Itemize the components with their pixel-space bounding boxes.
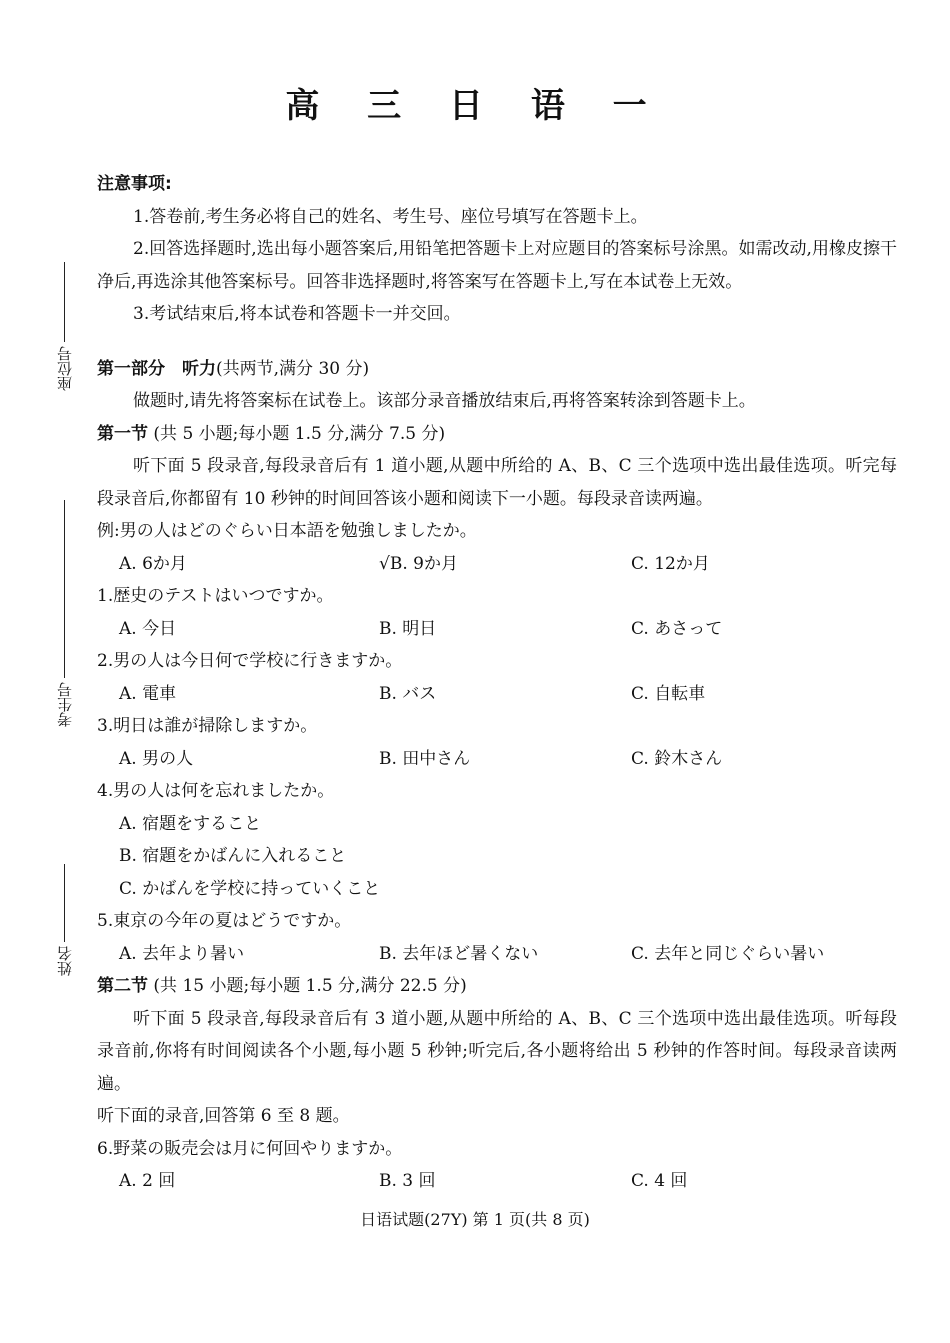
question-4: 4.男の人は何を忘れましたか。 (97, 781, 335, 801)
question-5-options (97, 938, 897, 971)
option-b: B. 去年ほど暑くない (379, 943, 539, 964)
question-1-options (97, 613, 897, 646)
seat-number-label: 座位号 (55, 346, 74, 391)
section1-note: (共 5 小题;每小题 1.5 分,满分 7.5 分) (153, 423, 446, 444)
note-item: 3.考试结束后,将本试卷和答题卡一并交回。 (133, 304, 461, 324)
question-6: 6.野菜の販売会は月に何回やりますか。 (97, 1138, 403, 1159)
section2-heading (97, 970, 897, 1003)
option-b: √B. 9か月 (379, 553, 458, 574)
seat-number-field (52, 262, 76, 391)
part1-note: (共两节,满分 30 分) (216, 358, 370, 379)
exam-number-field (52, 500, 76, 727)
option-a: A. 宿題をすること (119, 813, 262, 834)
section2-sub-instruction: 听下面的录音,回答第 6 至 8 题。 (97, 1106, 350, 1126)
question-3-options (97, 743, 897, 776)
question-6-options (97, 1165, 897, 1198)
section2-instruction: 听下面 5 段录音,每段录音后有 3 道小题,从题中所给的 A、B、C 三个选项中选出最佳选项。听每段录音前,你将有时间阅读各个小题,每小题 5 秒钟;听完后,各小题将给出 5 秒钟的作答时间。每段录音读两遍。 (97, 1008, 897, 1094)
option-b: B. バス (379, 683, 437, 704)
option-c: C. 鈴木さん (631, 748, 723, 769)
example-question: 例:男の人はどのぐらい日本語を勉強しましたか。 (97, 521, 477, 541)
section2-title: 第二节 (97, 976, 148, 996)
option-b: B. 明日 (379, 618, 437, 639)
example-options (97, 548, 897, 581)
option-c: C. 12か月 (631, 553, 710, 574)
part1-heading (97, 353, 897, 386)
option-b: B. 宿題をかばんに入れること (119, 846, 347, 866)
option-b: B. 3 回 (379, 1171, 436, 1191)
option-c: C. かばんを学校に持っていくこと (119, 878, 381, 899)
notes-heading: 注意事项: (97, 174, 172, 194)
option-a: A. 今日 (119, 618, 177, 639)
option-c: C. 去年と同じぐらい暑い (631, 943, 825, 964)
page-title: 高 三 日 语 一 (285, 86, 665, 126)
part1-title: 第一部分 听力 (97, 358, 216, 379)
page-footer: 日语试题(27Y) 第 1 页(共 8 页) (360, 1210, 590, 1229)
option-a: A. 6か月 (119, 553, 187, 574)
section1-title: 第一节 (97, 423, 148, 444)
question-3: 3.明日は誰が掃除しますか。 (97, 716, 318, 736)
question-2-options (97, 678, 897, 711)
question-1: 1.歴史のテストはいつですか。 (97, 586, 334, 606)
option-c: C. あさって (631, 618, 723, 639)
part1-instruction: 做题时,请先将答案标在试卷上。该部分录音播放结束后,再将答案转涂到答题卡上。 (133, 391, 756, 411)
name-field (52, 864, 76, 976)
name-line (64, 864, 65, 942)
option-a: A. 電車 (119, 683, 177, 704)
option-c: C. 自転車 (631, 683, 706, 704)
name-label: 姓名 (55, 946, 74, 976)
question-2: 2.男の人は今日何で学校に行きますか。 (97, 651, 403, 671)
option-b: B. 田中さん (379, 748, 471, 769)
seat-number-line (64, 262, 65, 342)
option-a: A. 男の人 (119, 748, 194, 769)
section2-note: (共 15 小题;每小题 1.5 分,满分 22.5 分) (153, 976, 467, 996)
note-item: 1.答卷前,考生务必将自己的姓名、考生号、座位号填写在答题卡上。 (133, 206, 648, 227)
exam-number-line (64, 500, 65, 678)
section1-instruction: 听下面 5 段录音,每段录音后有 1 道小题,从题中所给的 A、B、C 三个选项中选出最佳选项。听完每段录音后,你都留有 10 秒钟的时间回答该小题和阅读下一小题。每段录音读两遍。 (97, 456, 897, 509)
note-item: 2.回答选择题时,选出每小题答案后,用铅笔把答题卡上对应题目的答案标号涂黑。如需改动,用橡皮擦干净后,再选涂其他答案标号。回答非选择题时,将答案写在答题卡上,写在本试卷上无效。 (97, 239, 897, 292)
section1-heading (97, 418, 897, 451)
exam-number-label: 考生号 (55, 682, 74, 727)
question-4-options (97, 808, 897, 906)
option-c: C. 4 回 (631, 1171, 688, 1191)
question-5: 5.東京の今年の夏はどうですか。 (97, 911, 352, 931)
exam-content (97, 168, 897, 1198)
option-a: A. 2 回 (119, 1171, 176, 1191)
option-a: A. 去年より暑い (119, 943, 245, 964)
